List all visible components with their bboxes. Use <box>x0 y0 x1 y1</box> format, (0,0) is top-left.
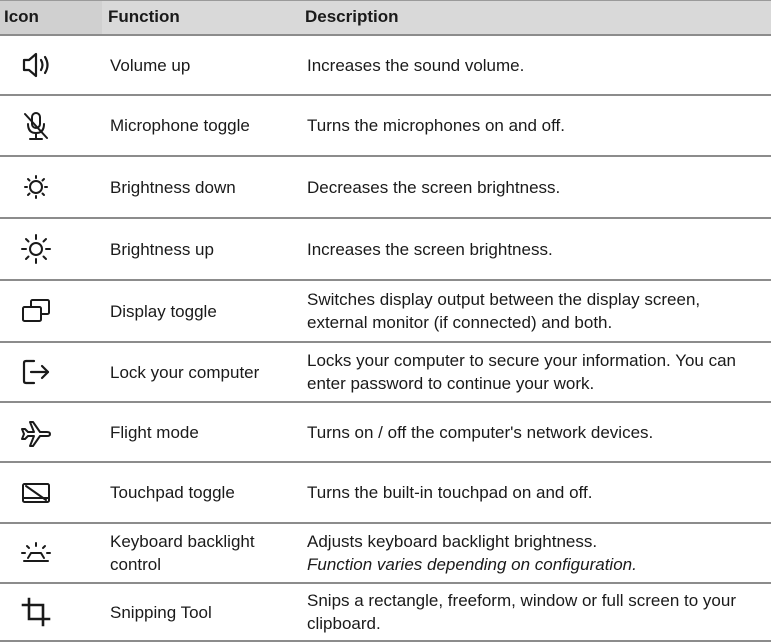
function-label: Brightness down <box>110 177 236 197</box>
table-header <box>0 0 771 36</box>
table-row <box>0 584 771 642</box>
function-label: Display toggle <box>110 301 217 321</box>
header-description: Description <box>305 7 399 26</box>
function-label: Microphone toggle <box>110 116 250 135</box>
table-row <box>0 96 771 157</box>
description-text: enter password to continue your work. <box>307 374 595 393</box>
description-text: Increases the screen brightness. <box>307 239 553 259</box>
function-label: control <box>110 555 162 574</box>
configuration-note: Function varies depending on configuration. <box>307 555 637 574</box>
description-text: Decreases the screen brightness. <box>307 177 561 197</box>
volume-up-icon <box>18 47 54 83</box>
description-text: Turns on / off the computer's network devices. <box>307 422 654 442</box>
microphone-off-icon <box>18 108 54 144</box>
brightness-up-icon <box>18 231 54 267</box>
table-row <box>0 403 771 463</box>
function-label: Lock your computer <box>110 362 260 382</box>
function-label: Volume up <box>110 55 191 75</box>
header-function: Function <box>108 7 180 26</box>
table-row <box>0 281 771 343</box>
crop-icon <box>18 594 54 630</box>
description-text: Locks your computer to secure your information. You can <box>307 351 737 370</box>
function-label: Keyboard backlight <box>110 532 255 551</box>
display-toggle-icon <box>18 293 54 329</box>
description-text: external monitor (if connected) and both. <box>307 313 613 332</box>
description-text: Turns the microphones on and off. <box>307 116 565 135</box>
table-row <box>0 219 771 281</box>
function-label: Touchpad toggle <box>110 483 235 502</box>
description-text: Increases the sound volume. <box>307 55 525 75</box>
touchpad-toggle-icon <box>18 475 54 511</box>
function-label: Brightness up <box>110 239 214 259</box>
table-row <box>0 157 771 219</box>
table-row <box>0 463 771 524</box>
table-row <box>0 343 771 403</box>
table-row <box>0 524 771 584</box>
brightness-down-icon <box>18 169 54 205</box>
description-text: clipboard. <box>307 614 381 633</box>
table-row <box>0 36 771 96</box>
description-text: Turns the built-in touchpad on and off. <box>307 483 593 502</box>
airplane-icon <box>18 414 54 450</box>
function-label: Flight mode <box>110 422 199 442</box>
description-text: Snips a rectangle, freeform, window or full screen to your <box>307 591 736 610</box>
header-icon: Icon <box>0 1 102 34</box>
lock-exit-icon <box>18 354 54 390</box>
description-text: Adjusts keyboard backlight brightness. <box>307 532 598 551</box>
keyboard-backlight-icon <box>18 535 54 571</box>
description-text: Switches display output between the display screen, <box>307 290 701 309</box>
function-label: Snipping Tool <box>110 602 212 622</box>
